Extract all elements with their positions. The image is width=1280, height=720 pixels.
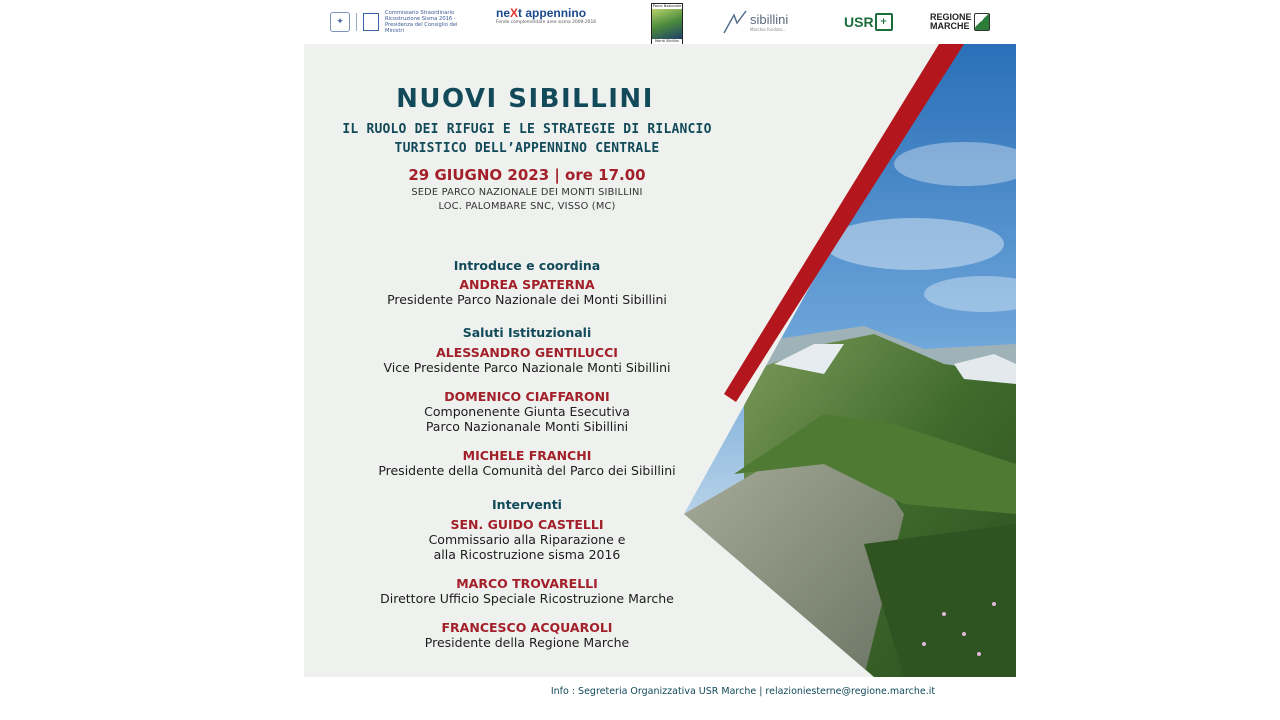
intro-speaker-role: Presidente Parco Nazionale dei Monti Sibillini [387,292,667,307]
talk1-speaker-role-line2: alla Ricostruzione sisma 2016 [433,547,621,562]
talk1-speaker-name: SEN. GUIDO CASTELLI [450,517,604,532]
sibillini-wordmark: sibillini [750,11,789,27]
talk2-speaker-name: MARCO TROVARELLI [456,576,598,591]
next-appennino-tagline: Fondo complementare aree sisma 2009-2016 [496,20,597,25]
usr-mark-icon: + [875,13,893,31]
regione-marche-mark-icon [974,13,990,31]
sibillini-brand-logo [722,6,788,38]
greet2-speaker-name: DOMENICO CIAFFARONI [444,389,610,404]
event-title: NUOVI SIBILLINI [396,84,654,114]
intro-speaker-name: ANDREA SPATERNA [459,277,595,292]
talks-heading: Interventi [492,497,562,512]
parco-logo-name: Monti Sibillini [652,39,682,44]
italian-emblem-icon: ✦ [330,12,350,32]
greet2-speaker-role-line2: Parco Nazionanale Monti Sibillini [425,419,629,434]
talk3-speaker-role: Presidente della Regione Marche [424,635,630,650]
next-appennino-logo [496,6,596,38]
event-venue-line1: SEDE PARCO NAZIONALE DEI MONTI SIBILLINI [411,187,643,198]
event-venue-line2: LOC. PALOMBARE SNC, VISSO (MC) [438,201,616,212]
greet3-speaker-name: MICHELE FRANCHI [462,448,592,463]
usr-logo [844,6,893,38]
contact-info-footer: Info : Segreteria Organizzativa USR Marche | relazioniesterne@regione.marche.it [550,686,936,697]
usr-wordmark: USR [844,14,874,30]
sibillini-swoosh-icon [722,9,748,35]
greet2-speaker-role-line1: Componenente Giunta Esecutiva [424,404,630,419]
regione-wordmark: REGIONE MARCHE [930,12,972,31]
event-subtitle-line1: IL RUOLO DEI RIFUGI E LE STRATEGIE DI RILANCIO [342,122,712,137]
commissario-logo-text: Commissario Straordinario Ricostruzione Sisma 2016 · Presidenza del Consiglio dei Ministri [385,10,458,34]
partner-logos [0,0,1280,44]
commissario-mark-icon [363,13,379,31]
greet3-speaker-role: Presidente della Comunità del Parco dei Sibillini [378,463,676,478]
talk1-speaker-role-line1: Commissario alla Riparazione e [428,532,626,547]
event-date: 29 GIUGNO 2023 | ore 17.00 [408,166,646,184]
event-subtitle-line2: TURISTICO DELL’APPENNINO CENTRALE [394,141,660,156]
mountain-badge-icon [652,9,682,39]
talk2-speaker-role: Direttore Ufficio Speciale Ricostruzione Marche [380,591,674,606]
commissario-sisma-logo [330,6,465,38]
regione-marche-logo [930,6,990,38]
greetings-heading: Saluti Istituzionali [462,325,592,340]
greet1-speaker-name: ALESSANDRO GENTILUCCI [436,345,618,360]
greet1-speaker-role: Vice Presidente Parco Nazionale Monti Sibillini [383,360,671,375]
talk3-speaker-name: FRANCESCO ACQUAROLI [441,620,613,635]
intro-heading: Introduce e coordina [453,258,601,273]
logo-divider [356,13,357,31]
parco-sibillini-logo [651,3,683,45]
event-poster [304,44,1016,677]
sibillini-tagline: Marchio fondato... [750,26,787,32]
parco-logo-label: Parco Nazionale [652,4,682,8]
next-appennino-wordmark: neXt appennino [496,6,587,20]
